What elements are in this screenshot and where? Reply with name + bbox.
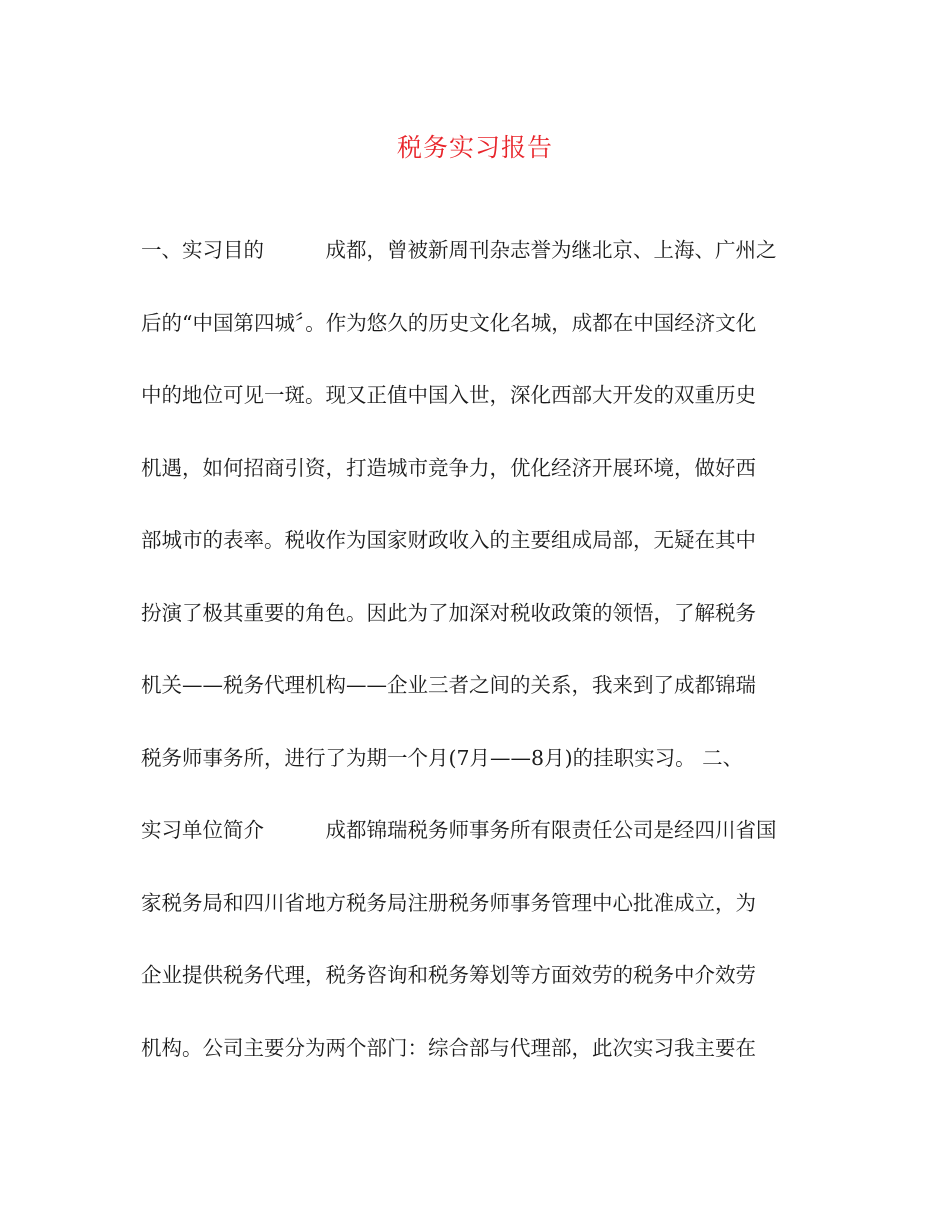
body-line: 后的“中国第四城〞。作为悠久的历史文化名城，成都在中国经济文化 — [141, 310, 757, 335]
body-line: 部城市的表率。税收作为国家财政收入的主要组成局部，无疑在其中 — [141, 528, 756, 552]
body-line: 一、实习目的 成都，曾被新周刊杂志誉为继北京、上海、广州之 — [141, 238, 777, 262]
body-line: 企业提供税务代理，税务咨询和税务筹划等方面效劳的税务中介效劳 — [141, 963, 756, 987]
body-line: 中的地位可见一斑。现又正值中国入世，深化西部大开发的双重历史 — [141, 383, 756, 407]
body-line: 机关——税务代理机构——企业三者之间的关系，我来到了成都锦瑞 — [141, 673, 756, 697]
body-line: 机遇，如何招商引资，打造城市竞争力，优化经济开展环境，做好西 — [141, 455, 756, 480]
body-line: 实习单位简介 成都锦瑞税务师事务所有限责任公司是经四川省国 — [141, 818, 777, 842]
body-line: 机构。公司主要分为两个部门：综合部与代理部，此次实习我主要在 — [141, 1035, 756, 1060]
body-line: 扮演了极其重要的角色。因此为了加深对税收政策的领悟，了解税务 — [141, 600, 756, 625]
body-line: 家税务局和四川省地方税务局注册税务师事务管理中心批准成立，为 — [141, 890, 756, 915]
body-line: 税务师事务所，进行了为期一个月(7月——8月)的挂职实习。 二、 — [141, 745, 744, 770]
document-body — [141, 228, 809, 1098]
document-title: 税务实习报告 — [396, 133, 553, 162]
